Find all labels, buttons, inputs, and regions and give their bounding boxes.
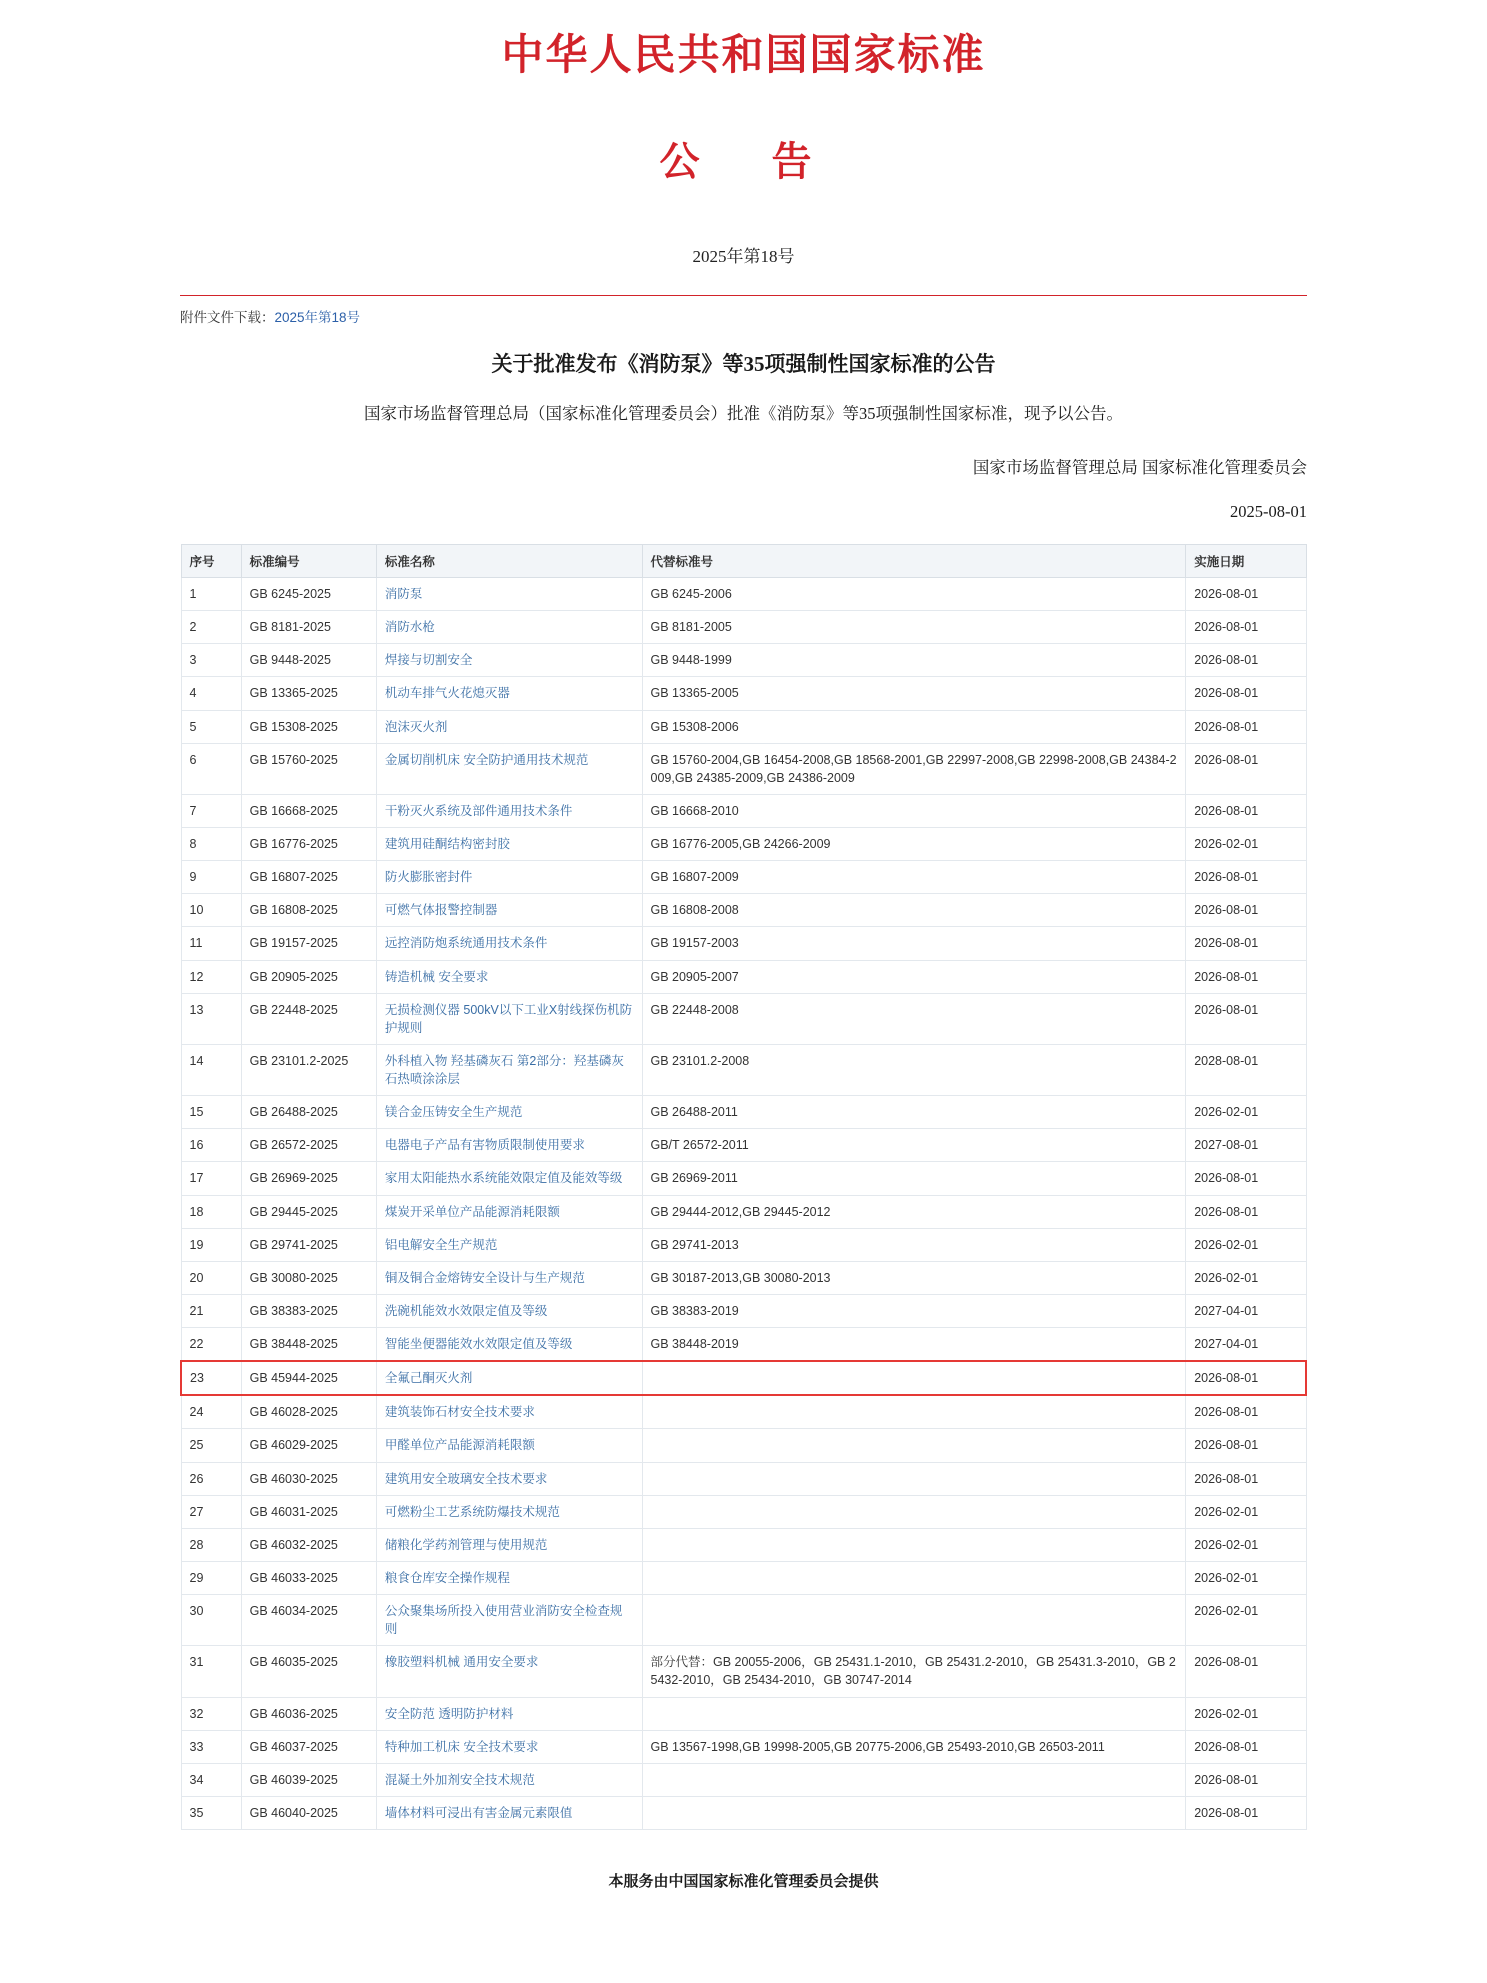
cell-effective-date: 2026-08-01 [1186,861,1306,894]
cell-effective-date: 2026-08-01 [1186,1462,1306,1495]
cell-no: 31 [181,1646,241,1697]
standards-table-body [181,578,1306,1830]
cell-standard-name: 铸造机械 安全要求 [376,960,642,993]
cell-standard-code: GB 16776-2025 [241,828,376,861]
cell-replaced-code: GB 16776-2005,GB 24266-2009 [642,828,1186,861]
cell-replaced-code: GB 15760-2004,GB 16454-2008,GB 18568-2001,GB 22997-2008,GB 22998-2008,GB 24384-2009,GB 24385-2009,GB 24386-2009 [642,743,1186,794]
cell-replaced-code: GB 38383-2019 [642,1294,1186,1327]
cell-effective-date: 2026-02-01 [1186,1495,1306,1528]
column-header-code: 标准编号 [241,545,376,578]
cell-standard-name: 机动车排气火花熄灭器 [376,677,642,710]
table-row [181,710,1306,743]
cell-standard-code: GB 38448-2025 [241,1328,376,1362]
cell-standard-code: GB 38383-2025 [241,1294,376,1327]
cell-replaced-code: GB 15308-2006 [642,710,1186,743]
table-row [181,1395,1306,1429]
cell-no: 32 [181,1697,241,1730]
cell-no: 15 [181,1096,241,1129]
divider [180,295,1307,296]
cell-standard-code: GB 29445-2025 [241,1195,376,1228]
cell-no: 21 [181,1294,241,1327]
cell-no: 9 [181,861,241,894]
cell-standard-code: GB 46036-2025 [241,1697,376,1730]
cell-effective-date: 2026-02-01 [1186,1561,1306,1594]
cell-no: 22 [181,1328,241,1362]
cell-standard-name: 混凝土外加剂安全技术规范 [376,1763,642,1796]
table-row [181,1730,1306,1763]
cell-no: 12 [181,960,241,993]
table-row [181,1495,1306,1528]
table-row [181,794,1306,827]
cell-no: 19 [181,1228,241,1261]
cell-effective-date: 2026-08-01 [1186,1763,1306,1796]
cell-effective-date: 2027-04-01 [1186,1328,1306,1362]
cell-effective-date: 2026-08-01 [1186,1429,1306,1462]
cell-no: 16 [181,1129,241,1162]
cell-standard-code: GB 16808-2025 [241,894,376,927]
table-row [181,1646,1306,1697]
cell-replaced-code [642,1561,1186,1594]
document-signer: 国家市场监督管理总局 国家标准化管理委员会 [972,458,1307,477]
table-row [181,1429,1306,1462]
cell-effective-date: 2026-08-01 [1186,1646,1306,1697]
cell-effective-date: 2026-02-01 [1186,1595,1306,1646]
cell-no: 17 [181,1162,241,1195]
cell-standard-name: 干粉灭火系统及部件通用技术条件 [376,794,642,827]
table-row [181,1294,1306,1327]
cell-replaced-code: GB/T 26572-2011 [642,1129,1186,1162]
cell-standard-name: 外科植入物 羟基磷灰石 第2部分：羟基磷灰石热喷涂涂层 [376,1044,642,1095]
cell-standard-name: 镁合金压铸安全生产规范 [376,1096,642,1129]
cell-replaced-code [642,1796,1186,1829]
cell-standard-code: GB 46039-2025 [241,1763,376,1796]
column-header-no: 序号 [181,545,241,578]
cell-replaced-code: GB 6245-2006 [642,578,1186,611]
cell-standard-name: 可燃粉尘工艺系统防爆技术规范 [376,1495,642,1528]
cell-effective-date: 2026-08-01 [1186,611,1306,644]
table-row [181,960,1306,993]
cell-no: 2 [181,611,241,644]
table-row [181,1561,1306,1594]
cell-effective-date: 2026-02-01 [1186,1697,1306,1730]
cell-replaced-code: GB 16668-2010 [642,794,1186,827]
cell-standard-name: 铜及铜合金熔铸安全设计与生产规范 [376,1261,642,1294]
attachment-row [180,306,1307,326]
cell-standard-code: GB 46035-2025 [241,1646,376,1697]
cell-standard-name: 金属切削机床 安全防护通用技术规范 [376,743,642,794]
page-title: 中华人民共和国国家标准 [501,33,986,79]
cell-no: 30 [181,1595,241,1646]
cell-no: 18 [181,1195,241,1228]
table-row [181,1462,1306,1495]
cell-replaced-code [642,1495,1186,1528]
cell-effective-date: 2026-08-01 [1186,794,1306,827]
standards-table-wrapper [180,544,1307,1830]
cell-effective-date: 2026-08-01 [1186,710,1306,743]
cell-effective-date: 2026-08-01 [1186,927,1306,960]
cell-replaced-code: GB 16807-2009 [642,861,1186,894]
cell-effective-date: 2026-08-01 [1186,743,1306,794]
cell-standard-code: GB 16668-2025 [241,794,376,827]
cell-effective-date: 2026-08-01 [1186,1162,1306,1195]
page-subtitle: 公 告 [659,139,828,184]
cell-standard-code: GB 26572-2025 [241,1129,376,1162]
cell-no: 6 [181,743,241,794]
cell-standard-name: 智能坐便器能效水效限定值及等级 [376,1328,642,1362]
cell-replaced-code [642,1697,1186,1730]
cell-no: 23 [181,1361,241,1395]
table-row [181,1528,1306,1561]
table-row [181,578,1306,611]
cell-standard-code: GB 46034-2025 [241,1595,376,1646]
cell-no: 13 [181,993,241,1044]
table-row [181,861,1306,894]
cell-standard-code: GB 46033-2025 [241,1561,376,1594]
cell-effective-date: 2026-02-01 [1186,1096,1306,1129]
cell-replaced-code: GB 13567-1998,GB 19998-2005,GB 20775-2006,GB 25493-2010,GB 26503-2011 [642,1730,1186,1763]
cell-effective-date: 2026-02-01 [1186,1228,1306,1261]
cell-standard-code: GB 46029-2025 [241,1429,376,1462]
table-row [181,1763,1306,1796]
cell-standard-name: 远控消防炮系统通用技术条件 [376,927,642,960]
cell-standard-name: 家用太阳能热水系统能效限定值及能效等级 [376,1162,642,1195]
table-header-row [181,545,1306,578]
cell-standard-name: 建筑用硅酮结构密封胶 [376,828,642,861]
table-row [181,993,1306,1044]
cell-standard-code: GB 30080-2025 [241,1261,376,1294]
cell-replaced-code: GB 30187-2013,GB 30080-2013 [642,1261,1186,1294]
cell-standard-name: 焊接与切割安全 [376,644,642,677]
cell-standard-code: GB 45944-2025 [241,1361,376,1395]
cell-standard-code: GB 26488-2025 [241,1096,376,1129]
cell-effective-date: 2028-08-01 [1186,1044,1306,1095]
table-row [181,1361,1306,1395]
table-row [181,1328,1306,1362]
cell-standard-name: 防火膨胀密封件 [376,861,642,894]
cell-standard-name: 洗碗机能效水效限定值及等级 [376,1294,642,1327]
cell-standard-code: GB 46030-2025 [241,1462,376,1495]
table-row [181,828,1306,861]
table-row [181,1096,1306,1129]
cell-standard-code: GB 23101.2-2025 [241,1044,376,1095]
cell-effective-date: 2026-08-01 [1186,1796,1306,1829]
table-row [181,1129,1306,1162]
cell-standard-code: GB 29741-2025 [241,1228,376,1261]
table-row [181,1697,1306,1730]
footer-note: 本服务由中国国家标准化管理委员会提供 [608,1874,879,1890]
cell-standard-code: GB 16807-2025 [241,861,376,894]
cell-no: 20 [181,1261,241,1294]
cell-effective-date: 2026-08-01 [1186,578,1306,611]
cell-replaced-code [642,1763,1186,1796]
cell-replaced-code: GB 13365-2005 [642,677,1186,710]
cell-effective-date: 2026-08-01 [1186,960,1306,993]
cell-standard-name: 铝电解安全生产规范 [376,1228,642,1261]
cell-standard-name: 无损检测仪器 500kV以下工业X射线探伤机防护规则 [376,993,642,1044]
cell-replaced-code: GB 38448-2019 [642,1328,1186,1362]
cell-replaced-code: GB 20905-2007 [642,960,1186,993]
cell-no: 35 [181,1796,241,1829]
cell-replaced-code: 部分代替：GB 20055-2006，GB 25431.1-2010，GB 25431.2-2010，GB 25431.3-2010，GB 25432-2010，GB 25434-2010，GB 30747-2014 [642,1646,1186,1697]
cell-replaced-code: GB 9448-1999 [642,644,1186,677]
cell-replaced-code: GB 29444-2012,GB 29445-2012 [642,1195,1186,1228]
column-header-date: 实施日期 [1186,545,1306,578]
cell-standard-code: GB 9448-2025 [241,644,376,677]
cell-replaced-code [642,1462,1186,1495]
cell-no: 11 [181,927,241,960]
cell-standard-code: GB 46031-2025 [241,1495,376,1528]
cell-standard-code: GB 15760-2025 [241,743,376,794]
cell-standard-name: 墙体材料可浸出有害金属元素限值 [376,1796,642,1829]
cell-replaced-code: GB 19157-2003 [642,927,1186,960]
issue-number: 2025年第18号 [692,247,795,266]
cell-no: 8 [181,828,241,861]
table-row [181,1595,1306,1646]
cell-no: 26 [181,1462,241,1495]
cell-standard-code: GB 15308-2025 [241,710,376,743]
cell-replaced-code: GB 26488-2011 [642,1096,1186,1129]
cell-replaced-code: GB 29741-2013 [642,1228,1186,1261]
cell-standard-code: GB 19157-2025 [241,927,376,960]
cell-standard-name: 粮食仓库安全操作规程 [376,1561,642,1594]
cell-effective-date: 2026-02-01 [1186,1528,1306,1561]
cell-replaced-code: GB 16808-2008 [642,894,1186,927]
table-row [181,1044,1306,1095]
cell-standard-name: 公众聚集场所投入使用营业消防安全检查规则 [376,1595,642,1646]
table-row [181,644,1306,677]
cell-effective-date: 2026-08-01 [1186,894,1306,927]
cell-no: 10 [181,894,241,927]
table-row [181,927,1306,960]
cell-replaced-code [642,1361,1186,1395]
cell-standard-code: GB 46040-2025 [241,1796,376,1829]
cell-no: 1 [181,578,241,611]
table-row [181,743,1306,794]
cell-no: 33 [181,1730,241,1763]
cell-no: 24 [181,1395,241,1429]
cell-standard-code: GB 46032-2025 [241,1528,376,1561]
cell-effective-date: 2026-08-01 [1186,677,1306,710]
cell-standard-name: 储粮化学药剂管理与使用规范 [376,1528,642,1561]
cell-effective-date: 2026-08-01 [1186,644,1306,677]
cell-effective-date: 2026-08-01 [1186,1730,1306,1763]
table-row [181,894,1306,927]
cell-effective-date: 2026-08-01 [1186,1395,1306,1429]
cell-effective-date: 2026-08-01 [1186,1361,1306,1395]
cell-replaced-code [642,1429,1186,1462]
cell-standard-name: 建筑装饰石材安全技术要求 [376,1395,642,1429]
cell-replaced-code: GB 8181-2005 [642,611,1186,644]
cell-no: 7 [181,794,241,827]
cell-standard-code: GB 20905-2025 [241,960,376,993]
cell-standard-code: GB 46028-2025 [241,1395,376,1429]
cell-standard-code: GB 46037-2025 [241,1730,376,1763]
cell-standard-name: 全氟己酮灭火剂 [376,1361,642,1395]
cell-standard-name: 橡胶塑料机械 通用安全要求 [376,1646,642,1697]
cell-replaced-code [642,1395,1186,1429]
standards-table [180,544,1307,1830]
cell-standard-name: 建筑用安全玻璃安全技术要求 [376,1462,642,1495]
cell-replaced-code: GB 26969-2011 [642,1162,1186,1195]
cell-no: 5 [181,710,241,743]
cell-standard-code: GB 13365-2025 [241,677,376,710]
cell-effective-date: 2027-04-01 [1186,1294,1306,1327]
cell-replaced-code: GB 23101.2-2008 [642,1044,1186,1095]
cell-no: 34 [181,1763,241,1796]
document-date: 2025-08-01 [1230,502,1307,521]
cell-effective-date: 2027-08-01 [1186,1129,1306,1162]
cell-replaced-code: GB 22448-2008 [642,993,1186,1044]
cell-standard-name: 消防泵 [376,578,642,611]
cell-standard-name: 泡沫灭火剂 [376,710,642,743]
document-body: 国家市场监督管理总局（国家标准化管理委员会）批准《消防泵》等35项强制性国家标准，现予以公告。 [364,404,1123,423]
document-title: 关于批准发布《消防泵》等35项强制性国家标准的公告 [491,352,996,376]
table-row [181,1162,1306,1195]
table-row [181,1796,1306,1829]
table-row [181,611,1306,644]
cell-standard-name: 煤炭开采单位产品能源消耗限额 [376,1195,642,1228]
table-row [181,1195,1306,1228]
cell-standard-name: 电器电子产品有害物质限制使用要求 [376,1129,642,1162]
cell-replaced-code [642,1528,1186,1561]
cell-effective-date: 2026-02-01 [1186,828,1306,861]
table-row [181,1261,1306,1294]
table-row [181,677,1306,710]
cell-no: 27 [181,1495,241,1528]
cell-no: 14 [181,1044,241,1095]
cell-no: 3 [181,644,241,677]
cell-effective-date: 2026-02-01 [1186,1261,1306,1294]
cell-standard-name: 消防水枪 [376,611,642,644]
cell-standard-code: GB 8181-2025 [241,611,376,644]
cell-standard-name: 安全防范 透明防护材料 [376,1697,642,1730]
cell-no: 25 [181,1429,241,1462]
cell-standard-code: GB 26969-2025 [241,1162,376,1195]
cell-standard-name: 特种加工机床 安全技术要求 [376,1730,642,1763]
cell-standard-code: GB 6245-2025 [241,578,376,611]
table-row [181,1228,1306,1261]
attachment-label: 附件文件下载： [180,310,275,325]
cell-no: 29 [181,1561,241,1594]
column-header-name: 标准名称 [376,545,642,578]
cell-effective-date: 2026-08-01 [1186,1195,1306,1228]
attachment-download-link[interactable]: 2025年第18号 [274,310,361,325]
cell-standard-name: 甲醛单位产品能源消耗限额 [376,1429,642,1462]
column-header-replace: 代替标准号 [642,545,1186,578]
cell-no: 4 [181,677,241,710]
cell-replaced-code [642,1595,1186,1646]
cell-standard-code: GB 22448-2025 [241,993,376,1044]
cell-effective-date: 2026-08-01 [1186,993,1306,1044]
cell-standard-name: 可燃气体报警控制器 [376,894,642,927]
cell-no: 28 [181,1528,241,1561]
